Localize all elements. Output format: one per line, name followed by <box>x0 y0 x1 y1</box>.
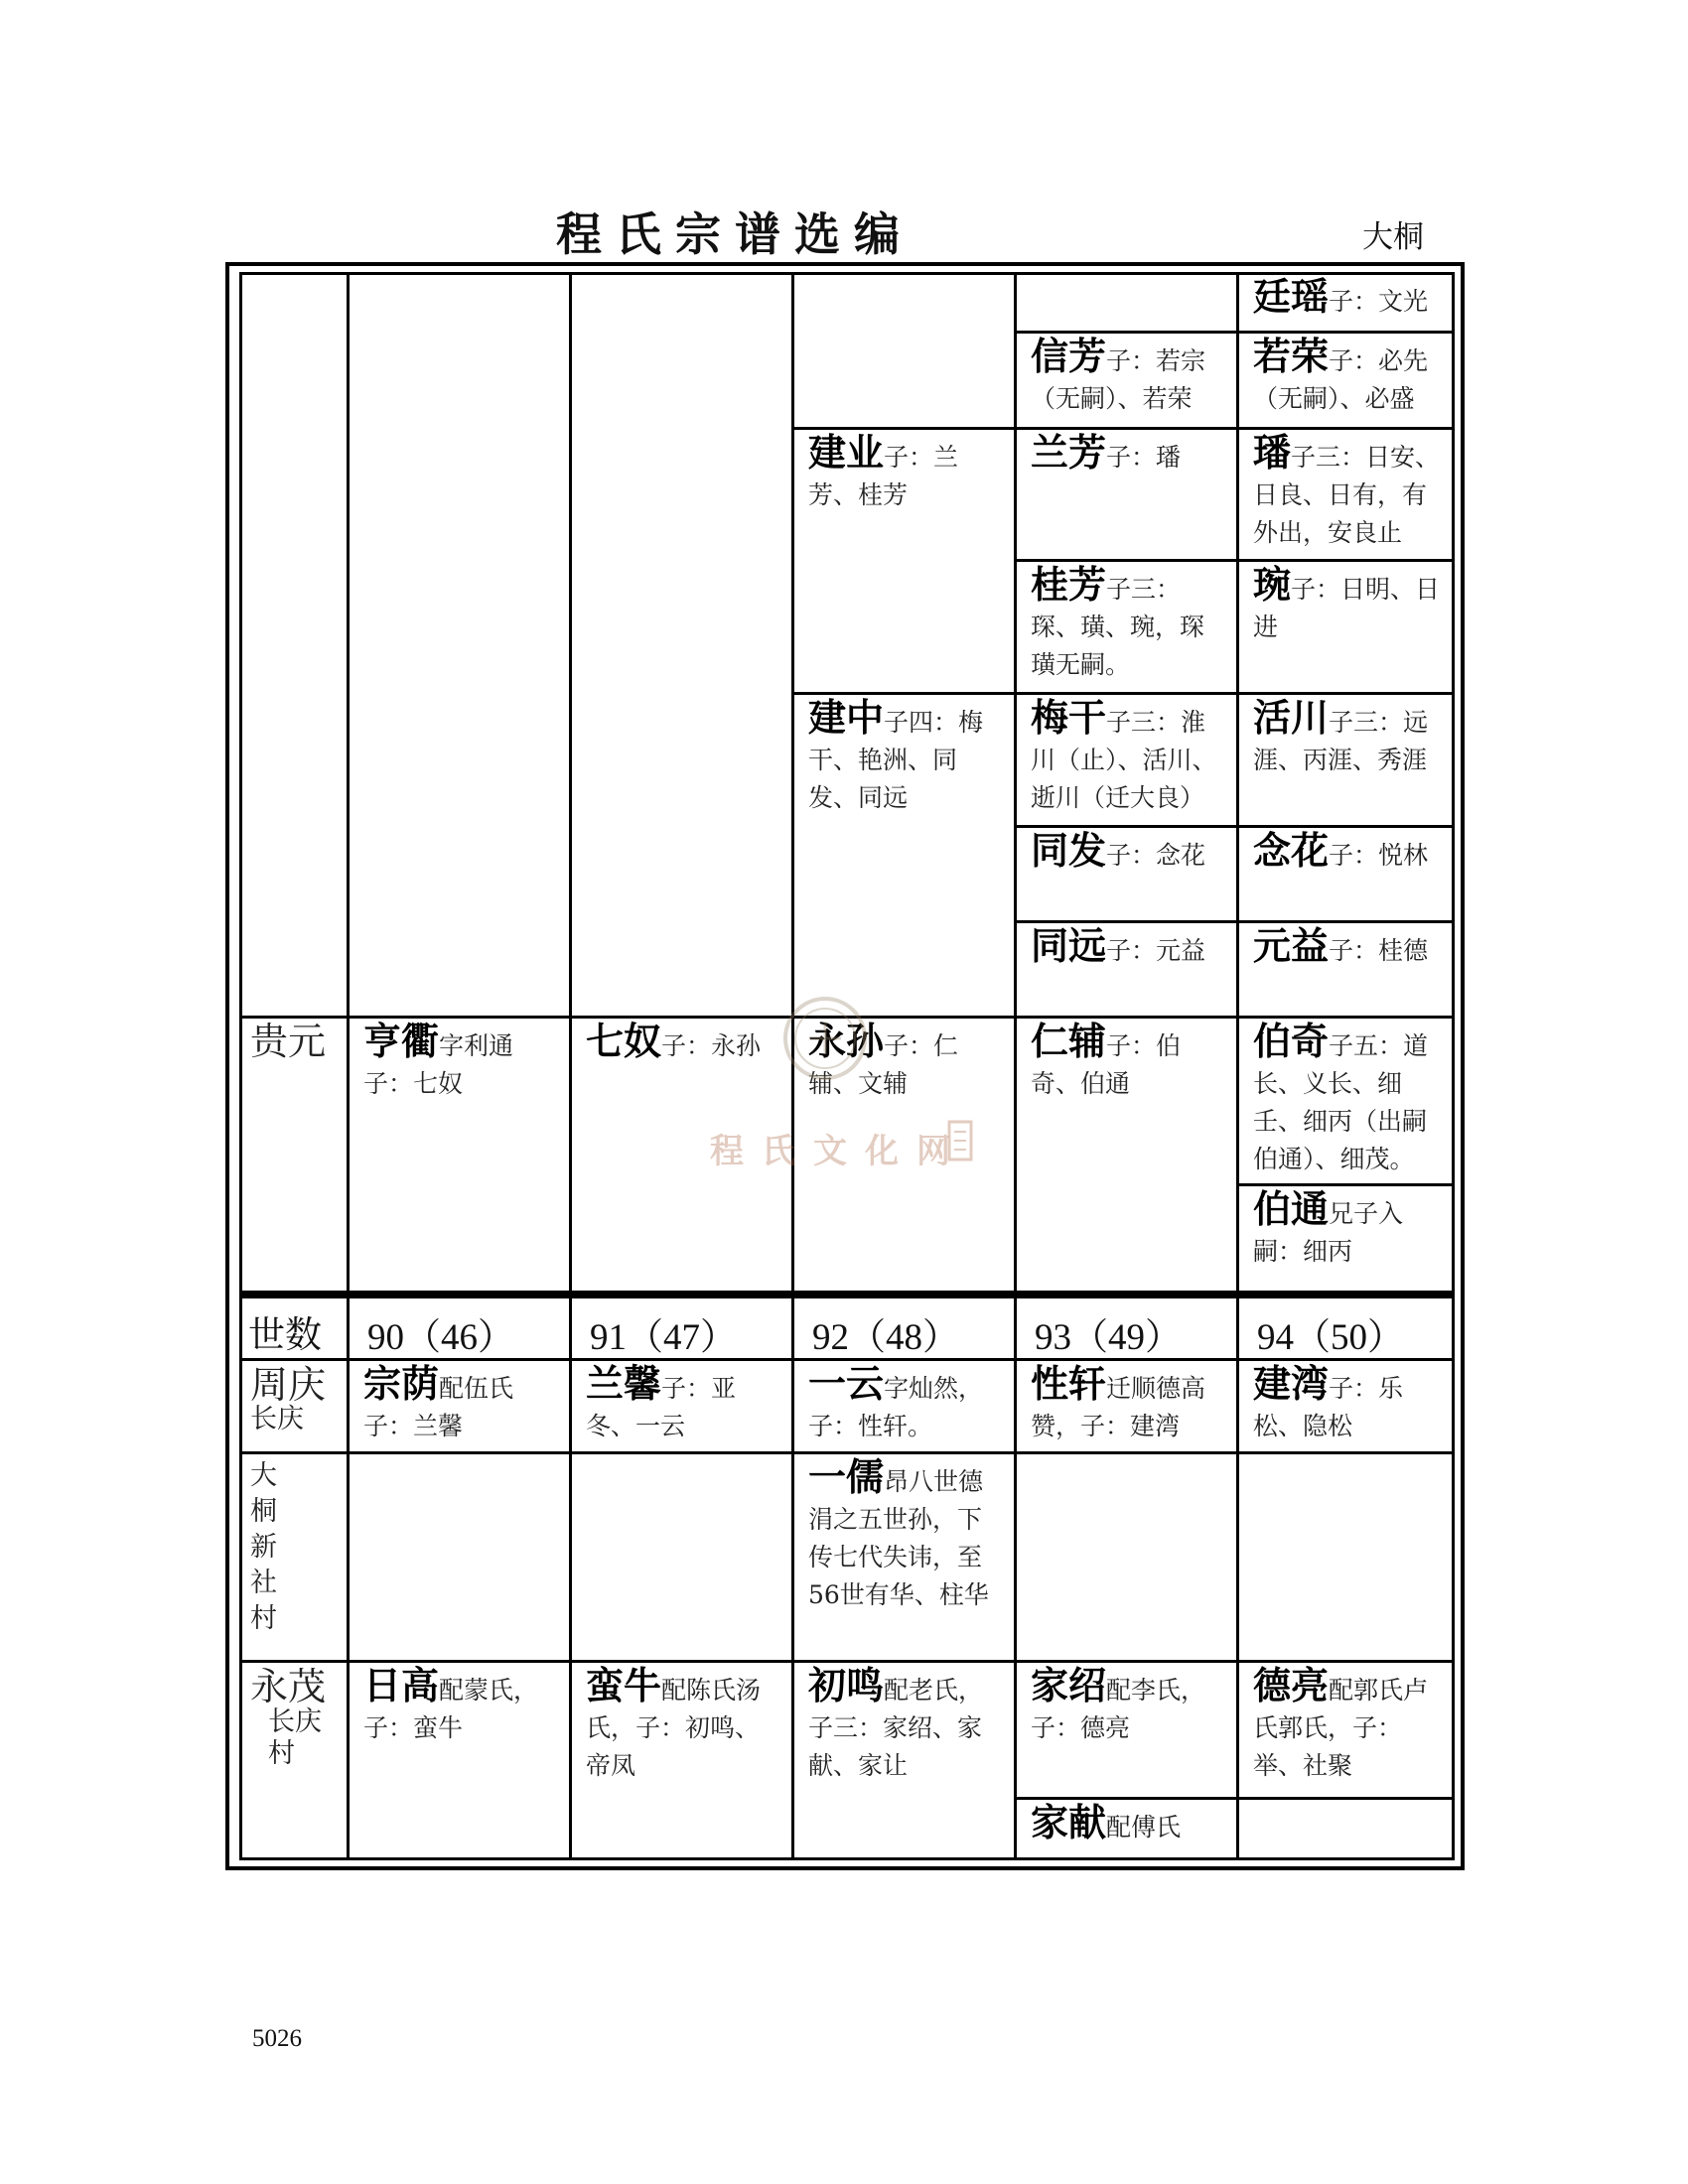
person-note: 子：桂德 <box>1329 936 1429 965</box>
person-name: 建中 <box>808 696 885 740</box>
person-cell <box>1017 1361 1235 1451</box>
person-cell <box>1239 828 1452 920</box>
person-cell <box>1017 334 1235 427</box>
person-cell <box>794 1663 1013 1857</box>
person-cell <box>1017 1663 1235 1797</box>
person-note: 迁顺德高赞，子：建湾 <box>1031 1374 1206 1440</box>
place-name: 周庆 <box>250 1363 327 1407</box>
person-cell <box>350 1361 568 1451</box>
person-name: 蛮牛 <box>586 1664 662 1707</box>
generation-header: 93（49） <box>1035 1317 1182 1358</box>
place-cell <box>242 1454 346 1660</box>
person-note: 配郭氏卢氏郭氏，子：举、社聚 <box>1253 1676 1429 1780</box>
person-cell <box>1017 923 1235 1016</box>
person-note: 子：念花 <box>1106 841 1206 870</box>
person-cell <box>1017 1019 1235 1291</box>
person-cell <box>1017 430 1235 559</box>
person-note: 子三：淮川（止）、活川、逝川（迁大良） <box>1031 708 1217 812</box>
person-note: 子四：梅干、艳洲、同发、同远 <box>808 708 984 812</box>
person-name: 兰芳 <box>1031 431 1107 475</box>
watermark-stamp-icon <box>947 1120 973 1161</box>
person-cell <box>1239 274 1452 332</box>
person-note: 子：日明、日进 <box>1253 575 1441 641</box>
person-name: 信芳 <box>1031 335 1107 378</box>
person-name: 璠 <box>1253 431 1292 475</box>
person-name: 元益 <box>1253 924 1330 968</box>
person-note: 子三：远涯、丙涯、秀涯 <box>1253 708 1429 774</box>
person-name: 念花 <box>1253 829 1330 873</box>
person-name: 初鸣 <box>808 1664 885 1707</box>
person-note: 子三：琛、璜、琬，琛璜无嗣。 <box>1031 575 1205 679</box>
person-name: 日高 <box>363 1664 440 1707</box>
generation-header: 94（50） <box>1257 1317 1404 1358</box>
page-number: 5026 <box>252 2025 302 2052</box>
person-name: 德亮 <box>1253 1664 1330 1707</box>
person-cell <box>1239 1186 1452 1291</box>
place-cell <box>242 1361 346 1451</box>
person-name: 伯奇 <box>1253 1020 1330 1063</box>
person-note: 子：亚冬、一云 <box>586 1374 737 1440</box>
person-name: 亨衢 <box>363 1020 440 1063</box>
person-note: 子：兰芳、桂芳 <box>808 443 959 509</box>
person-cell <box>1239 1019 1452 1183</box>
person-cell <box>572 1663 790 1857</box>
section-separator <box>239 1291 1455 1298</box>
person-name: 仁辅 <box>1031 1020 1107 1063</box>
person-name: 琬 <box>1253 563 1292 607</box>
person-note: 兄子入嗣：细丙 <box>1253 1199 1404 1266</box>
person-cell <box>572 1361 790 1451</box>
person-name: 宗荫 <box>363 1362 440 1406</box>
person-name: 家绍 <box>1031 1664 1107 1707</box>
place-subname: 长庆 <box>250 1404 304 1434</box>
person-cell <box>794 695 1013 1016</box>
generation-header: 92（48） <box>812 1317 959 1358</box>
person-note: 子：必先（无嗣）、必盛 <box>1253 346 1429 413</box>
person-note: 子五：道长、义长、细壬、细丙（出嗣伯通）、细茂。 <box>1253 1031 1429 1173</box>
person-cell <box>794 1361 1013 1451</box>
generation-header: 91（47） <box>590 1317 737 1358</box>
person-name: 七奴 <box>586 1020 662 1063</box>
person-name: 建业 <box>808 431 885 475</box>
person-note: 昂八世德涓之五世孙，下传七代失讳，至56世有华、柱华 <box>808 1467 989 1609</box>
person-name: 同远 <box>1031 924 1107 968</box>
person-name: 建湾 <box>1253 1362 1330 1406</box>
person-name: 廷瑶 <box>1253 275 1330 319</box>
person-note: 子：永孙 <box>661 1031 762 1060</box>
person-cell <box>1017 695 1235 825</box>
branch-label: 贵元 <box>250 1020 327 1063</box>
generation-header: 90（46） <box>367 1317 514 1358</box>
divider <box>1452 272 1455 1860</box>
person-cell <box>1017 1800 1235 1857</box>
person-name: 伯通 <box>1253 1187 1330 1231</box>
person-cell <box>1239 430 1452 559</box>
person-note: 子：文光 <box>1329 287 1429 316</box>
person-note: 配李氏，子：德亮 <box>1031 1676 1206 1742</box>
watermark-text: 程氏文化网 <box>710 1132 968 1171</box>
person-cell <box>350 1019 568 1291</box>
person-note: 子：仁辅、文辅 <box>808 1031 959 1098</box>
person-note: 配伍氏子：兰馨 <box>363 1374 514 1440</box>
person-name: 一儒 <box>808 1455 885 1499</box>
generation-header-label: 世数 <box>248 1315 322 1356</box>
divider <box>239 1857 1455 1860</box>
person-cell <box>1017 828 1235 920</box>
person-cell <box>1239 1663 1452 1797</box>
person-name: 若荣 <box>1253 335 1330 378</box>
person-name: 桂芳 <box>1031 563 1107 607</box>
person-note: 子：乐松、隐松 <box>1253 1374 1404 1440</box>
person-note: 子：璠 <box>1106 443 1182 472</box>
person-name: 一云 <box>808 1362 885 1406</box>
page-title: 程氏宗谱选编 <box>556 207 914 261</box>
person-name: 家献 <box>1031 1801 1107 1844</box>
person-note: 子三：日安、日良、日有，有外出，安良止 <box>1253 443 1441 547</box>
person-note: 子：若宗（无嗣）、若荣 <box>1031 346 1206 413</box>
person-cell <box>350 1663 568 1857</box>
person-cell <box>1239 334 1452 427</box>
person-cell <box>1239 923 1452 1016</box>
person-cell <box>794 1454 1013 1660</box>
person-name: 兰馨 <box>586 1362 662 1406</box>
person-cell <box>1017 562 1235 692</box>
person-note: 子：伯奇、伯通 <box>1031 1031 1182 1098</box>
place-name: 永茂 <box>250 1665 327 1708</box>
place-subname: 长庆村 <box>268 1706 322 1769</box>
person-cell <box>794 430 1013 692</box>
person-name: 梅干 <box>1031 696 1107 740</box>
person-note: 配陈氏汤氏，子：初鸣、帝凤 <box>586 1676 762 1780</box>
person-name: 性轩 <box>1031 1362 1107 1406</box>
person-note: 字灿然，子：性轩。 <box>808 1374 984 1440</box>
region-label: 大桐 <box>1362 219 1424 255</box>
person-name: 同发 <box>1031 829 1107 873</box>
person-cell <box>1239 562 1452 692</box>
person-name: 活川 <box>1253 696 1330 740</box>
place-cell <box>242 1663 346 1857</box>
person-cell <box>1239 1361 1452 1451</box>
person-note: 配蒙氏，子：蛮牛 <box>363 1676 539 1742</box>
person-note: 配傅氏 <box>1106 1813 1182 1842</box>
person-note: 字利通子：七奴 <box>363 1031 514 1098</box>
person-name: 永孙 <box>808 1020 885 1063</box>
person-note: 子：悦林 <box>1329 841 1429 870</box>
person-cell <box>1239 695 1452 825</box>
person-note: 子：元益 <box>1106 936 1206 965</box>
place-name: 大桐新社村 <box>250 1460 295 1634</box>
watermark-seal-icon <box>779 993 871 1084</box>
person-note: 配老氏，子三：家绍、家献、家让 <box>808 1676 984 1780</box>
